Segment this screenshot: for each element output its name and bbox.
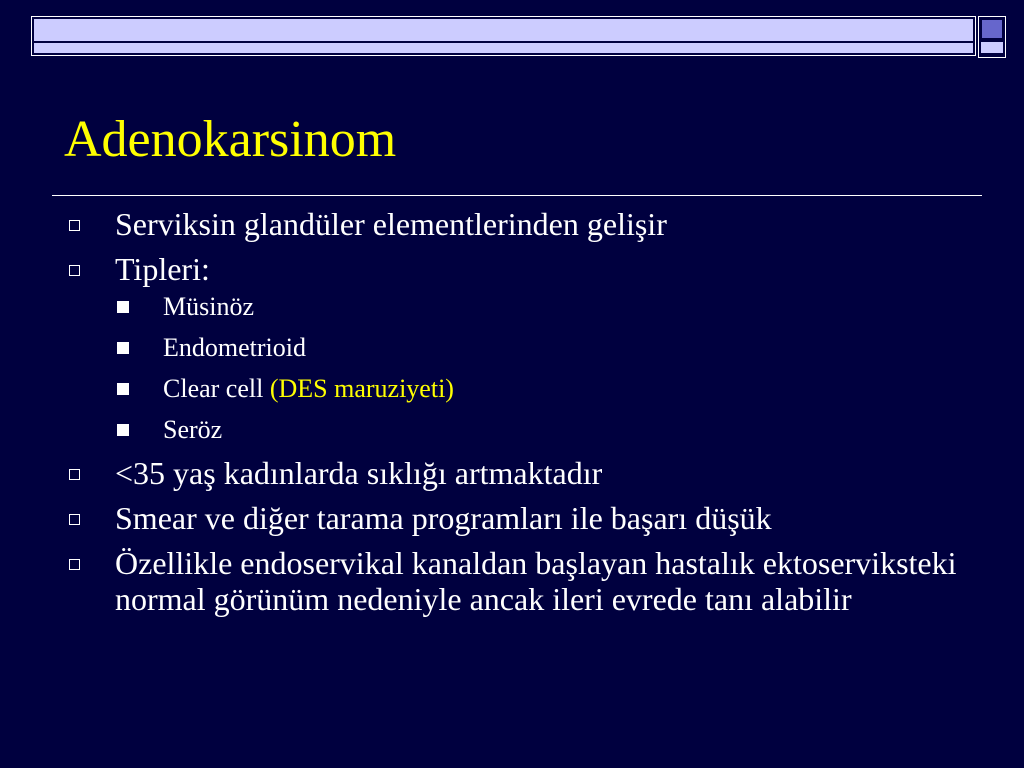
sub-list-item-text: Endometrioid	[163, 333, 306, 362]
sub-list-item-text: Clear cell	[163, 374, 264, 403]
sub-list-item-text: Müsinöz	[163, 292, 254, 321]
filled-square-bullet-icon	[117, 342, 129, 354]
title-divider	[52, 195, 982, 196]
header-decoration-corner	[978, 16, 1006, 58]
sub-list-item-note: (DES maruziyeti)	[269, 374, 454, 403]
list-item	[62, 500, 962, 536]
filled-square-bullet-icon	[117, 383, 129, 395]
list-item-text: <35 yaş kadınlarda sıklığı artmaktadır	[115, 455, 603, 491]
hollow-square-bullet-icon	[69, 220, 80, 231]
sub-list-item	[62, 291, 962, 322]
corner-square-bottom	[981, 42, 1003, 53]
filled-square-bullet-icon	[117, 424, 129, 436]
sub-list-item	[62, 332, 962, 363]
sub-list-item	[62, 414, 962, 445]
list-item-text: Özellikle endoservikal kanaldan başlayan hastalık ektoserviksteki normal görünüm nedeniyle ancak ileri evrede tanı alabilir	[115, 545, 957, 617]
hollow-square-bullet-icon	[69, 559, 80, 570]
slide-title: Adenokarsinom	[64, 111, 397, 168]
list-item-text: Smear ve diğer tarama programları ile başarı düşük	[115, 500, 772, 536]
list-item-text: Tipleri:	[115, 251, 210, 287]
list-item	[62, 251, 962, 445]
list-item-text: Serviksin glandüler elementlerinden gelişir	[115, 206, 667, 242]
bullet-list	[62, 206, 962, 617]
sub-list-item-text: Seröz	[163, 415, 223, 444]
hollow-square-bullet-icon	[69, 469, 80, 480]
filled-square-bullet-icon	[117, 301, 129, 313]
header-bar-stripe-bottom	[34, 43, 973, 53]
hollow-square-bullet-icon	[69, 514, 80, 525]
list-item	[62, 545, 962, 617]
subtype-list	[115, 291, 962, 445]
hollow-square-bullet-icon	[69, 265, 80, 276]
list-item	[62, 206, 962, 242]
corner-square-top	[982, 20, 1002, 38]
header-bar-stripe-top	[34, 19, 973, 41]
header-decoration-bar	[31, 16, 976, 56]
list-item	[62, 455, 962, 491]
sub-list-item	[62, 373, 962, 404]
